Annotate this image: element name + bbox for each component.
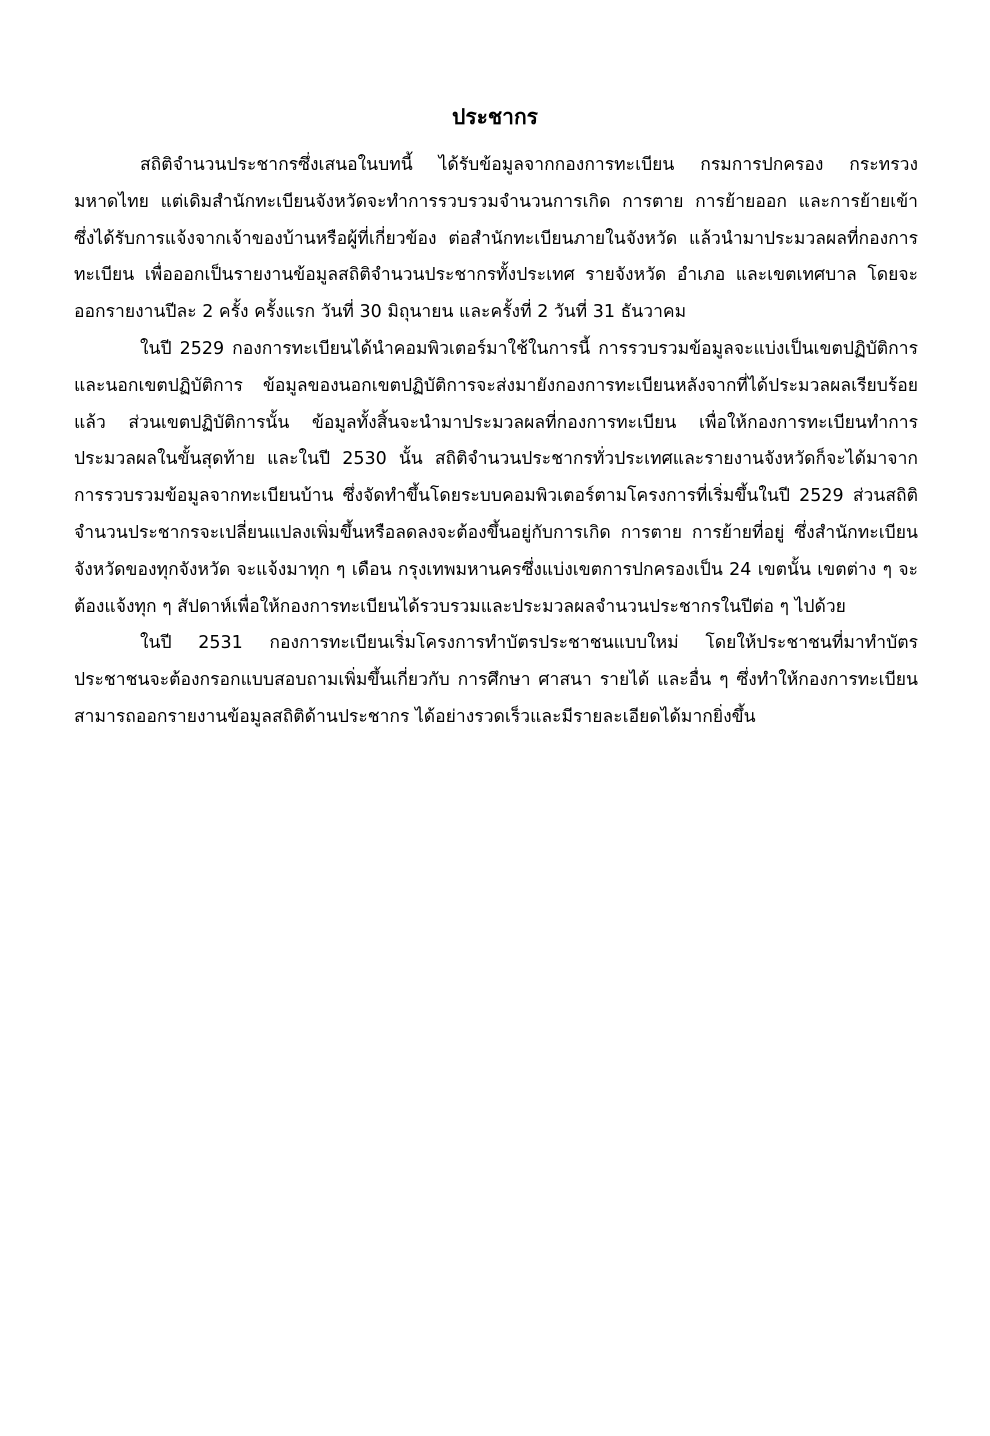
page-title: ประชากร [452, 105, 538, 129]
document-body [74, 147, 918, 736]
paragraph-computerization-2529: ในปี 2529 กองการทะเบียนได้นำคอมพิวเตอร์มาใช้ในการนี้ การรวบรวมข้อมูลจะแบ่งเป็นเขตปฏิบัติการและนอกเขตปฏิบัติการ ข้อมูลของนอกเขตปฏิบัติการจะส่งมายังกองการทะเบียนหลังจากที่ได้ประมวลผลเรียบร้อยแล้ว ส่วนเขตปฏิบัติการนั้น ข้อมูลทั้งสิ้นจะนำมาประมวลผลที่กองการทะเบียน เพื่อให้กองการทะเบียนทำการประมวลผลในขั้นสุดท้าย และในปี 2530 นั้น สถิติจำนวนประชากรทั่วประเทศและรายงานจังหวัดก็จะได้มาจากการรวบรวมข้อมูลจากทะเบียนบ้าน ซึ่งจัดทำขึ้นโดยระบบคอมพิวเตอร์ตามโครงการที่เริ่มขึ้นในปี 2529 ส่วนสถิติจำนวนประชากรจะเปลี่ยนแปลงเพิ่มขึ้นหรือลดลงจะต้องขึ้นอยู่กับการเกิด การตาย การย้ายที่อยู่ ซึ่งสำนักทะเบียนจังหวัดของทุกจังหวัด จะแจ้งมาทุก ๆ เดือน กรุงเทพมหานครซึ่งแบ่งเขตการปกครองเป็น 24 เขตนั้น เขตต่าง ๆ จะต้องแจ้งทุก ๆ สัปดาห์เพื่อให้กองการทะเบียนได้รวบรวมและประมวลผลจำนวนประชากรในปีต่อ ๆ ไปด้วย [74, 338, 918, 617]
paragraph-id-card-2531: ในปี 2531 กองการทะเบียนเริ่มโครงการทำบัตรประชาชนแบบใหม่ โดยให้ประชาชนที่มาทำบัตรประชาชนจะต้องกรอกแบบสอบถามเพิ่มขึ้นเกี่ยวกับ การศึกษา ศาสนา รายได้ และอื่น ๆ ซึ่งทำให้กองการทะเบียน สามารถออกรายงานข้อมูลสถิติด้านประชากร ได้อย่างรวดเร็วและมีรายละเอียดได้มากยิ่งขึ้น [74, 633, 918, 727]
paragraph-population-source: สถิติจำนวนประชากรซึ่งเสนอในบทนี้ ได้รับข้อมูลจากกองการทะเบียน กรมการปกครอง กระทรวงมหาดไทย แต่เดิมสำนักทะเบียนจังหวัดจะทำการรวบรวมจำนวนการเกิด การตาย การย้ายออก และการย้ายเข้า ซึ่งได้รับการแจ้งจากเจ้าของบ้านหรือผู้ที่เกี่ยวข้อง ต่อสำนักทะเบียนภายในจังหวัด แล้วนำมาประมวลผลที่กองการทะเบียน เพื่อออกเป็นรายงานข้อมูลสถิติจำนวนประชากรทั้งประเทศ รายจังหวัด อำเภอ และเขตเทศบาล โดยจะออกรายงานปีละ 2 ครั้ง ครั้งแรก วันที่ 30 มิถุนายน และครั้งที่ 2 วันที่ 31 ธันวาคม [74, 155, 918, 323]
